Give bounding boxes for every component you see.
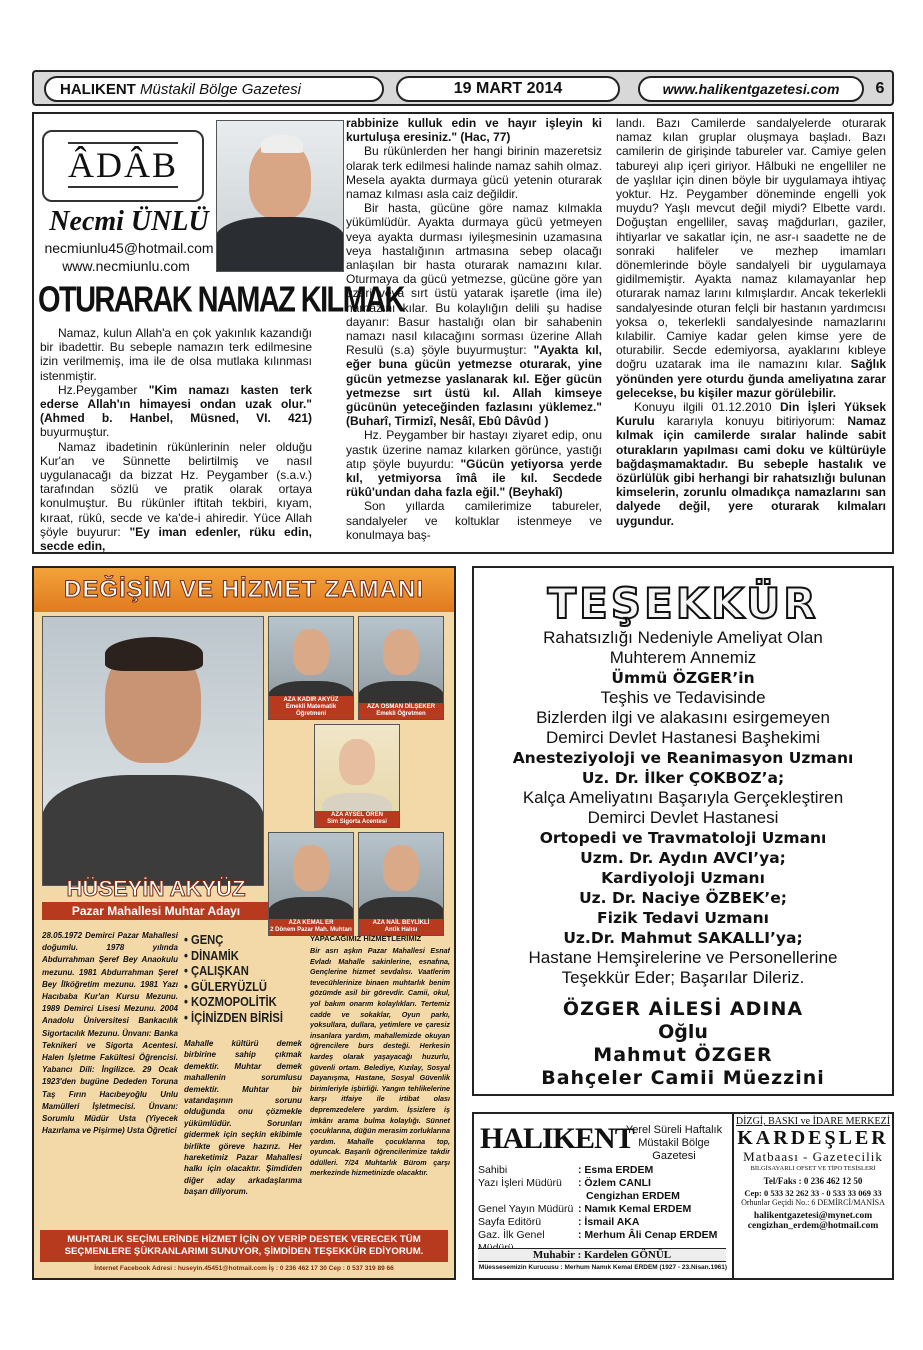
trait-item: • KOZMOPOLİTİK: [184, 994, 277, 1009]
ad-headline-bar: [34, 568, 454, 612]
paper-name: HALIKENT: [60, 80, 136, 98]
candidate-message: Mahalle kültürü demek birbirine sahip çıkmak demektir. Muhtar demek mahallenin sorumlusu demektir. Muhtar bir vatandaşının sorunu olduğunda onu çözmekle yükümlüdür. Sorunları gidermek için seçkin ekibimle birlikte göreve hazırız. Her hareketimiz Pazar Mahallesi halkı için olacaktır. Şimdiden diğer aday arkadaşlarıma başarı diliyorum.: [184, 1039, 302, 1197]
printer-email[interactable]: halikentgazetesi@mynet.com: [753, 1211, 873, 1221]
date-pill: [396, 76, 620, 102]
candidate-bio: 28.05.1972 Demirci Pazar Mahallesi doğumlu. 1978 yılında Abdurrahman Şeref Bey Anaokulu mezunu. 1981 Abdurrahman Şeref Bey İlköğretim mezunu. 1981 Yazı Hacıbaba Kur'an Kursu Mezunu. 1989 Demirci Lisesi Mezunu. 2004 Anadolu Üniversitesi Bankacılık Sigortacılık Mezunu. Ünvanı: Banka Teknikeri ve Sigorta Acentesi. Halen İşletme Fakültesi Öğrencisi. Yabancı Dili: İngilizce. 29 Ocak 1923'den bugüne Dededen Toruna Taş Fırın Hacıbeyoğlu Unlu Mamülleri İşletmecisi. Ünvanı: Sorumlu Müdür Usta (Yiyecek Hazırlama ve Pişirme) Usta Öğretici: [42, 931, 178, 1136]
paragraph: Son yıllarda camilerimize tabureler, sandalyeler ve koltuklar istenmeye ve konulmaya baş-: [346, 499, 602, 542]
author-photo: [216, 120, 344, 272]
paragraph: landı. Bazı Camilerde sandalyelerde oturarak namaz kılan gruplar oluşmaya başladı. Bazı camilerin de girişinde tabureler var. Camiye gelen tabureyi alıp içeri giriyor. Hâlbuki ne engelliler ne de yaşlılar için dinen böyle bir uygulamaya ihtiyaç yoktur. Hz. Peygamber döneminde engelli yok muydu? Yaşlı mevcut değil miydi? Elbette vardı. Doğuştan engelliler, savaş mağdurları, gaziler, ihtiyarlar ve sakatlar için, ne asr-ı saadette ne de sonraki halifeler ve mezhep imamları dönemlerinde böyle sandalyeli bir uygulamaya gidilmemiştir. Ayakta namaz kılamayanlar hep oturarak namaz larını kılmışlardır. Ancak tekerlekli sandalyesinde oturan felçli bir hastanın yardımcısı yoksa o, tekerlekli sandalyesinde namazlarını kılabilir. Camiye kadar gelen kimse yere de oturabilir. Secde edemiyorsa, ayaklarını kıbleye doğru uzatarak ima ile namazını kılar. Sağlık yönünden yere oturdu ğunda ameliyatına zarar gelecekse, bu kişiler mazur görülebilir.: [616, 116, 886, 400]
paragraph: Konuyu ilgili 01.12.2010 Din İşleri Yüksek Kurulu kararıyla konuyu bitiriyorum: Namaz kılmak için camilerde sıralar halinde sabit oturakların yapılması cami doku ve kültürüyle bağdaşmamaktadır. Bu sebeple hastalık ve özürlülük gibi herhangi bir rahatsızlığı bulunan kimselerin, zorunlu olmadıkça namazlarını san dalyede değil, yere oturarak kılmaları uygundur.: [616, 400, 886, 528]
member-caption: AZA KEMAL ER 2 Dönem Pazar Mah. Muhtarı: [270, 920, 352, 933]
article-box: [32, 112, 894, 554]
thank-you-title: TEŞEKKÜR: [547, 579, 819, 628]
plans-title: YAPACAĞIMIZ HİZMETLERİMİZ: [310, 934, 422, 943]
thank-you-line: Ümmü ÖZGER’in: [611, 669, 755, 687]
ad-banner: MUHTARLIK SEÇİMLERİNDE HİZMET İÇİN OY VERİP DESTEK VERECEK TÜM SEÇMENLERE ŞÜKRANLARIMI SUNUYOR, ŞİMDİDEN TEŞEKKÜR EDİYORUM.: [40, 1230, 448, 1262]
paragraph: Namaz, kulun Allah'a en çok yakınlık kazandığı bir ibadettir. Bu sebeple namazın terk edilmesine izin verilmemiş, ima ile de olsa mutlaka kılınması istenmiştir.: [40, 326, 312, 383]
thank-you-line: Anesteziyoloji ve Reanimasyon Uzmanı: [512, 749, 854, 767]
thank-you-body: [474, 628, 892, 988]
staff-row: Yazı İşleri Müdürü : Özlem CANLI: [478, 1177, 651, 1189]
signature-line: Oğlu: [658, 1021, 708, 1043]
thank-you-line: Hastane Hemşirelerine ve Personellerine: [528, 948, 838, 967]
thank-you-line: Demirci Devlet Hastanesi: [587, 808, 779, 827]
candidate-name: HÜSEYİN AKYÜZ: [66, 876, 246, 901]
member-caption: AZA AYSEL ÖREN Sim Sigorta Acentesi: [315, 811, 399, 827]
staff-row: Sahibi : Esma ERDEM: [478, 1164, 654, 1176]
candidate-role: Pazar Mahallesi Muhtar Adayı: [42, 902, 270, 920]
page-number-pill: [870, 76, 890, 102]
printer-tel: Tel/Faks : 0 236 462 12 50: [763, 1176, 863, 1186]
paper-name-pill: [44, 76, 384, 102]
member-photo: [358, 832, 444, 936]
thank-you-line: Kardiyoloji Uzmanı: [601, 869, 765, 887]
article-column-1: [40, 326, 312, 553]
ad-contact: İnternet Facebook Adresi : huseyin.45451@hotmail.com İş : 0 236 462 17 30 Cep : 0 537 319 89 66: [94, 1265, 394, 1272]
page-header: [32, 70, 894, 106]
printer-name: KARDEŞLER: [737, 1127, 889, 1149]
thank-you-ad: [472, 566, 894, 1096]
imprint-paper-sub: Yerel Süreli Haftalık Müstakil Bölge Gazetesi: [625, 1124, 723, 1162]
member-photo: [358, 616, 444, 720]
signature-line: ÖZGER AİLESİ ADINA: [562, 998, 804, 1020]
ad-headline: DEĞİŞİM VE HİZMET ZAMANI: [64, 576, 424, 603]
signature-block: [474, 998, 892, 1090]
founder-line: Müessesemizin Kurucusu : Merhum Namık Kemal ERDEM (1927 - 23.Nisan.1961): [478, 1264, 728, 1271]
thank-you-line: Fizik Tedavi Uzmanı: [597, 909, 769, 927]
thank-you-line: Bizlerden ilgi ve alakasını esirgemeyen: [536, 708, 830, 727]
signature-line: Mahmut ÖZGER: [593, 1044, 773, 1066]
paper-subtitle: Müstakil Bölge Gazetesi: [140, 80, 301, 98]
imprint-paper-name: HALIKENT: [480, 1122, 634, 1155]
thank-you-line: Rahatsızlığı Nedeniyle Ameliyat Olan: [543, 628, 823, 647]
paragraph: Bir hasta, gücüne göre namaz kılmakla yükümlüdür. Ayakta durmaya gücü yetmeyen veya ayakta durması iyileşmesinin uzamasına veya hastalığının artmasına sebep olacağı anlaşılan bir hasta oturarak namazını kılar. Oturmaya da gücü yetmezse, gücüne göre yan üzeri veya sırt üstü yatarak işaretle (ima ile) namazını kılar. Bu kolaylığın delili şu hadise dayanır: Basur hastalığı olan bir sahabenin namazı nasıl kılacağını sorması üzerine Allah Resulü (s.a) şöyle buyurmuştur: "Ayakta kıl, eğer buna gücün yetmezse oturarak, yine gücün yetmezse yaslanarak kıl. Eğer gücün yetmezse sırt üstü kıl. Allah kimseye gücünün yeteceğinden fazlasını yüklemez." (Buharî, Tirmizî, Nesâî, Ebû Dâvûd ): [346, 201, 602, 429]
paragraph: Hz.Peygamber "Kim namazı kasten terk ederse Allah'ın himayesi ondan uzak olur." (Ahmed b. Hanbel, Müsned, VI. 421) buyurmuştur.: [40, 382, 313, 440]
paragraph: Namaz ibadetinin rükünlerinin neler olduğu Kur'an ve Sünnette belirtilmiş ve nasıl uygulanacağı da bizzat Hz. Peygamber (s.a.v.) tarafından sözlü ve pratik olarak ortaya konulmuştur. Bu rükünler iftitah tekbiri, kıyam, kıraat, rükû, secde ve ka'de-i ahiredir. Yüce Allah şöyle buyurur: "Ey iman edenler, rüku edin, secde edin,: [40, 439, 313, 554]
member-photo: [268, 832, 354, 936]
thank-you-line: Teşekkür Eder; Başarılar Dileriz.: [561, 968, 805, 987]
article-title: OTURARAK NAMAZ KILMAK: [38, 280, 404, 320]
paragraph: rabbinize kulluk edin ve hayır işleyin ki kurtuluşa eresiniz." (Hac, 77): [346, 116, 602, 145]
candidate-photo: [42, 616, 264, 886]
trait-item: • ÇALIŞKAN: [184, 963, 249, 978]
thank-you-line: Kalça Ameliyatını Başarıyla Gerçekleştiren: [522, 788, 844, 807]
election-ad: [32, 566, 456, 1280]
trait-item: • İÇİNİZDEN BİRİSİ: [184, 1009, 283, 1025]
member-photo: [268, 616, 354, 720]
trait-item: • DİNAMİK: [184, 947, 239, 963]
thank-you-line: Uz. Dr. Naciye ÖZBEK’e;: [579, 889, 787, 907]
thank-you-line: Uzm. Dr. Aydın AVCI’ya;: [580, 849, 786, 867]
imprint-staff: [478, 1164, 728, 1255]
author-email[interactable]: necmiunlu45@hotmail.com: [44, 240, 214, 256]
member-photo: [314, 724, 400, 828]
printer-email[interactable]: cengizhan_erdem@hotmail.com: [747, 1221, 879, 1231]
paragraph: Hz. Peygamber bir hastayı ziyaret edip, onu yastık üzerine namaz kılarken görünce, yastığı atıp şöyle buyurdu: "Gücün yetiyorsa yerde kıl, yetmiyorsa îmâ ile kıl. Secdede rükû'undan daha fazla eğil." (Beyhakî): [346, 428, 603, 500]
printer-address: Orhunlar Geçidi No.: 6 DEMİRCİ/MANİSA: [741, 1198, 885, 1207]
trait-item: • GÜLERYÜZLÜ: [184, 978, 268, 994]
adab-logo: [42, 122, 208, 212]
member-caption: AZA KADIR AKYÜZ Emekli Matematik Öğretmeni: [269, 696, 353, 719]
article-column-2: [346, 116, 602, 542]
author-name: Necmi ÜNLÜ: [49, 206, 209, 237]
member-caption: AZA OSMAN DİLŞEKER Emekli Öğretmen: [359, 703, 443, 719]
trait-item: • GENÇ: [184, 932, 224, 947]
reporter: Muhabir : Kardelen GÖNÜL: [478, 1248, 726, 1262]
author-website[interactable]: www.necmiunlu.com: [62, 258, 190, 274]
thank-you-line: Uz. Dr. İlker ÇOKBOZ’a;: [581, 769, 785, 787]
paragraph: Bu rükünlerden her hangi birinin mazeretsiz olarak terk edilmesi halinde namaz sahih olmaz. Mesela ayakta durmaya gücü yetenin oturarak namaz kılması asla caiz değildir.: [346, 144, 602, 202]
staff-row: Gaz. İlk Genel : Merhum Âli Cenap ERDEM: [478, 1229, 718, 1241]
page-number: 6: [875, 80, 885, 97]
thank-you-line: Teşhis ve Tedavisinde: [600, 688, 766, 707]
printer-sub: Matbaası - Gazetecilik: [743, 1149, 883, 1164]
website-pill[interactable]: [638, 76, 864, 102]
website-link[interactable]: www.halikentgazetesi.com: [662, 81, 840, 97]
thank-you-line: Muhterem Annemiz: [609, 648, 757, 667]
member-caption: AZA NAİL BEYLİKLİ Antik Halısı: [359, 919, 443, 935]
article-column-3: [616, 116, 886, 528]
traits-list: [184, 932, 292, 1025]
imprint-box: [472, 1112, 894, 1280]
staff-row: Sayfa Editörü : İsmail AKA: [478, 1216, 640, 1228]
signature-line: Bahçeler Camii Müezzini: [541, 1067, 825, 1089]
staff-row: Genel Yayın Müdürü : Namık Kemal ERDEM: [478, 1203, 692, 1215]
printer-info: [732, 1114, 892, 1278]
plans-text: Bir asrı aşkın Pazar Mahallesi Esnaf Evladı Mahalle sakinlerine, esnafına, Gençlerine hizmet sevdalısı. Vaatlerim tevecühlerinize binaen muhtarlık benim gözümde asil bir görevdir. Camii, okul, yol bakım onarım kolaylıkları. Tertemiz cadde ve sokaklar, Oyun parkı, yoksullara, dullara, yetimlere ve çaresiz insanlara yardım, mahallemizde okuyan öğrencilere burs desteği. Herkesin kardeş olarak yaşayacağı huzurlu, güvenli ortam. Belediye, Kızılay, Sosyal Dayanışma, Hastane, Sosyal Güvenlik birimleriyle işbirliği. Yangın tehlikelerine karşı itfaiye ile irtibat olası depremzedelere yardım. İşsizlere iş imkânı arama bulma kolaylığı. Sünnet çocuklarına, düğün merasim zorluklarına yardım. Mahalle çocuklarına top, oyuncak. Başarılı öğrencilerimize takdir ödülleri. 7/24 Muhtarlık Bürom çarşı merkezinde hizmetinizde olacaktır.: [310, 946, 450, 1178]
printer-top: DİZGİ, BASKI ve İDARE MERKEZİ: [735, 1116, 891, 1127]
printer-sub2: BİLGİSAYARLI OFSET VE TİPO TESİSLERİ: [750, 1165, 876, 1172]
printer-cep: Cep: 0 533 32 262 33 - 0 533 33 069 33: [744, 1188, 882, 1198]
staff-row: Cengizhan ERDEM: [586, 1190, 680, 1202]
thank-you-line: Demirci Devlet Hastanesi Başhekimi: [546, 728, 820, 747]
thank-you-line: Uz.Dr. Mahmut SAKALLI’ya;: [563, 929, 803, 947]
issue-date: 19 MART 2014: [453, 80, 563, 97]
thank-you-line: Ortopedi ve Travmatoloji Uzmanı: [539, 829, 827, 847]
adab-text: ÂDÂB: [68, 142, 178, 188]
